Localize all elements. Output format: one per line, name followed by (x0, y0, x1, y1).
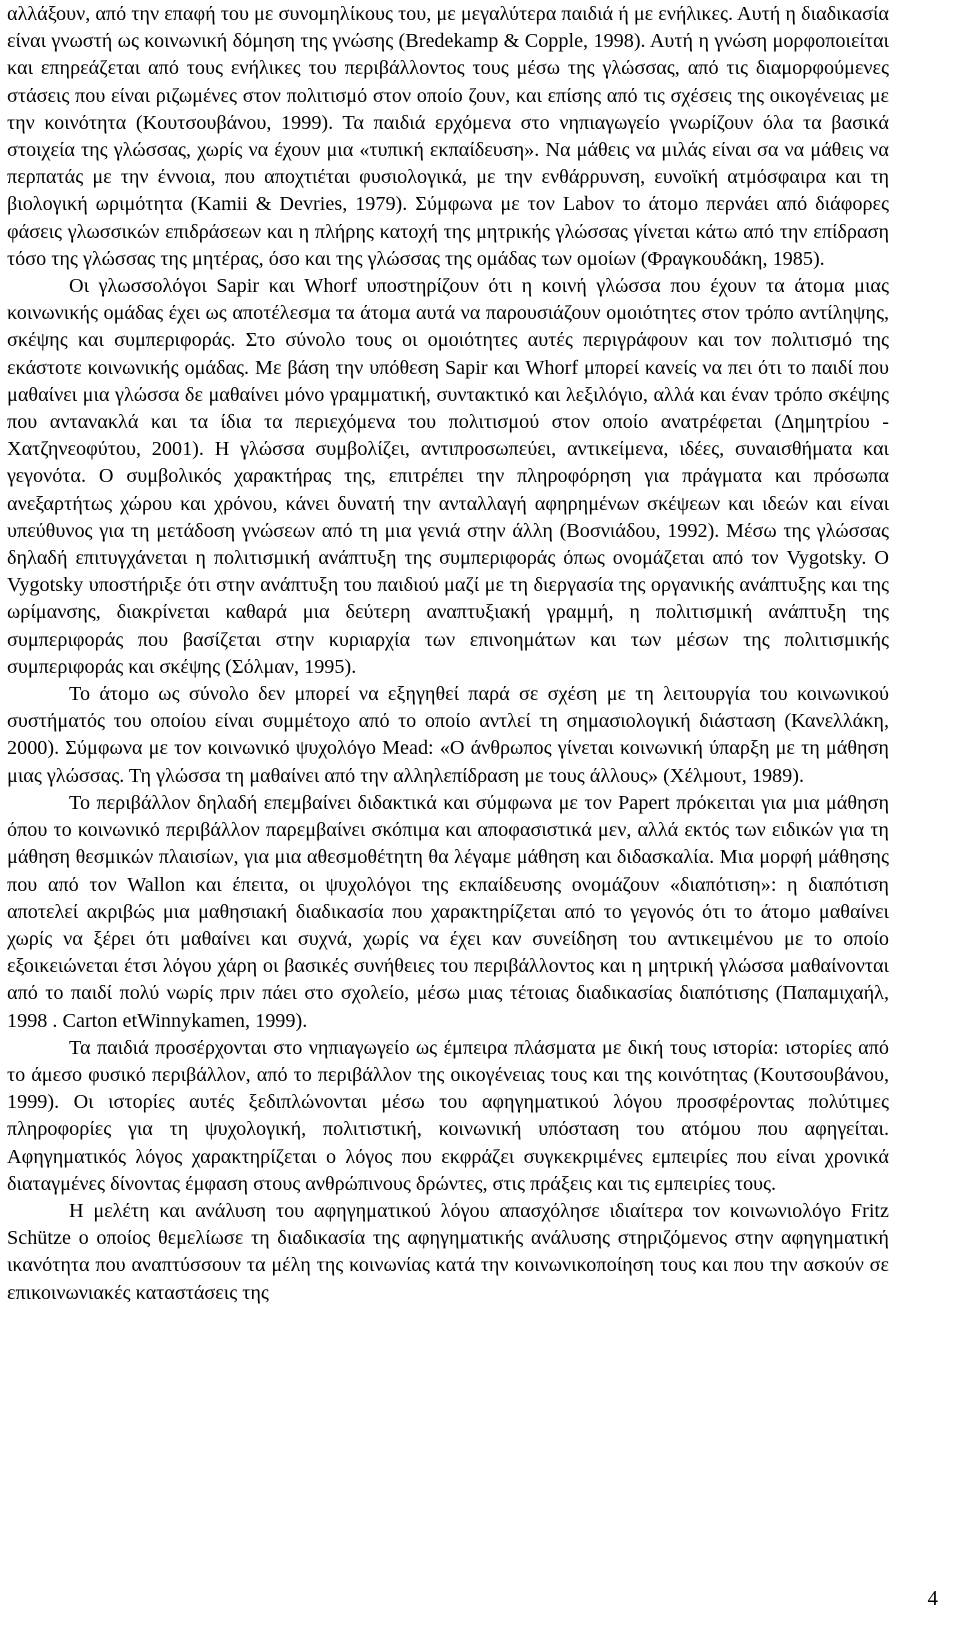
page-number: 4 (927, 1586, 938, 1610)
paragraph-environment: Το περιβάλλον δηλαδή επεμβαίνει διδακτικά και σύμφωνα με τον Papert πρόκειται για μια μάθηση όπου το κοινωνικό περιβάλλον παρεμβαίνει σκόπιμα και αποφασιστικά μεν, αλλά εκτός των ειδικών για τη μάθηση θεσμικών πλαισίων, για μια αθεσμοθέτητη θα λέγαμε μάθηση και διδασκαλία. Μια μορφή μάθησης που από τον Wallon και έπειτα, οι ψυχολόγοι της εκπαίδευσης ονομάζουν «διαπότιση»: η διαπότιση αποτελεί ακριβώς μια μαθησιακή διαδικασία που χαρακτηρίζεται από το γεγονός ότι το άτομο μαθαίνει χωρίς να ξέρει ότι μαθαίνει και συχνά, χωρίς να έχει καν συνείδηση του αντικειμένου με το οποίο εξοικειώνεται έτσι λόγου χάρη οι βασικές συνήθειες του περιβάλλοντος και η μητρική γλώσσα μαθαίνονται από το παιδί πολύ νωρίς πριν πάει στο σχολείο, μέσω μιας τέτοιας διαδικασίας διαπότισης (Παπαμιχαήλ, 1998 . Carton etWinnykamen, 1999). (7, 791, 889, 1032)
paragraph-continuation: αλλάξουν, από την επαφή του με συνομηλίκους του, με μεγαλύτερα παιδιά ή με ενήλικες. Αυτή η διαδικασία είναι γνωστή ως κοινωνική δόμηση της γνώσης (Bredekamp & Copple, 1998). Αυτή η γνώση μορφοποιείται και επηρεάζεται από τους ενήλικες του περιβάλλοντος τους μέσω της γλώσσας, από τις διαμορφούμενες στάσεις που είναι ριζωμένες στον πολιτισμό στον οποίο ζουν, και επίσης από τις σχέσεις της οικογένειας με την κοινότητα (Κουτσουβάνου, 1999). Τα παιδιά ερχόμενα στο νηπιαγωγείο γνωρίζουν όλα τα βασικά στοιχεία της γλώσσας, χωρίς να έχουν μια «τυπική εκπαίδευση». Να μάθεις να μιλάς είναι σα να μάθεις να περπατάς με την έννοια, που αποχτιέται φυσιολογικά, με την ενθάρρυνση, ευνοϊκή ατμόσφαιρα και τη βιολογική ωριμότητα (Kamii & Devries, 1979). Σύμφωνα με τον Labov το άτομο περνάει από διάφορες φάσεις γλωσσικών επιδράσεων και η πλήρης κατοχή της μητρικής γλώσσας γίνεται κάτω από την επίδραση τόσο της γλώσσας της μητέρας, όσο και της γλώσσας της ομάδας των ομοίων (Φραγκουδάκη, 1985). (7, 3, 889, 270)
paragraph-social-system: Το άτομο ως σύνολο δεν μπορεί να εξηγηθεί παρά σε σχέση με τη λειτουργία του κοινωνικού συστήματός του οποίου είναι συμμέτοχο από το οποίο αντλεί τη σημασιολογική διάσταση (Κανελλάκη, 2000). Σύμφωνα με τον κοινωνικό ψυχολόγο Mead: «Ο άνθρωπος γίνεται κοινωνική ύπαρξη με τη μάθηση μιας γλώσσας. Τη γλώσσα τη μαθαίνει από την αλληλεπίδραση με τους άλλους» (Χέλμουτ, 1989). (7, 683, 889, 787)
document-page (7, 1, 889, 1307)
paragraph-narrative-analysis: Η μελέτη και ανάλυση του αφηγηματικού λόγου απασχόλησε ιδιαίτερα τον κοινωνιολόγο Fritz Schütze ο οποίος θεμελίωσε τη διαδικασία της αφηγηματικής ανάλυσης στηριζόμενος στην αφηγηματική ικανότητα που αναπτύσσουν τα μέλη της κοινωνίας κατά την κοινωνικοποίηση τους και που την ασκούν σε επικοινωνιακές καταστάσεις της (7, 1199, 889, 1304)
paragraph-sapir-whorf: Οι γλωσσολόγοι Sapir και Whorf υποστηρίζουν ότι η κοινή γλώσσα που έχουν τα άτομα μιας κοινωνικής ομάδας έχει ως αποτέλεσμα τα άτομα αυτά να παρουσιάζουν ομοιότητες στον τρόπο αντίληψης, σκέψης και συμπεριφοράς. Στο σύνολο τους οι ομοιότητες αυτές περιγράφουν και τον πολιτισμό της εκάστοτε κοινωνικής ομάδας. Με βάση την υπόθεση Sapir και Whorf μπορεί κανείς να πει ότι το παιδί που μαθαίνει μια γλώσσα δε μαθαίνει μόνο γραμματική, συντακτικό και λεξιλόγιο, αλλά και έναν τρόπο σκέψης που αντανακλά και τα ίδια τα περιεχόμενα του πολιτισμού στον οποίο ανατρέφεται (Δημητρίου - Χατζηνεοφύτου, 2001). Η γλώσσα συμβολίζει, αντιπροσωπεύει, αντικείμενα, ιδέες, συναισθήματα και γεγονότα. Ο συμβολικός χαρακτήρας της, επιτρέπει την πληροφόρηση για πράγματα και πρόσωπα ανεξαρτήτως χώρου και χρόνου, κάνει δυνατή την ανταλλαγή αφηρημένων σκέψεων και ιδεών και είναι υπεύθυνος για τη μετάδοση γνώσεων από τη μια γενιά στην άλλη (Βοσνιάδου, 1992). Μέσω της γλώσσας δηλαδή επιτυγχάνεται η πολιτισμική ανάπτυξη της συμπεριφοράς όπως ονομάζεται από τον Vygotsky. Ο Vygotsky υποστήριξε ότι στην ανάπτυξη του παιδιού μαζί με τη διεργασία της οργανικής ανάπτυξης και της ωρίμανσης, διακρίνεται καθαρά μια δεύτερη αναπτυξιακή γραμμή, η πολιτισμική ανάπτυξη της συμπεριφοράς που βασίζεται στην κυριαρχία των επινοημάτων και των μέσων της πολιτισμικής συμπεριφοράς και σκέψης (Σόλμαν, 1995). (7, 275, 889, 678)
paragraph-kindergarten-stories: Τα παιδιά προσέρχονται στο νηπιαγωγείο ως έμπειρα πλάσματα με δική τους ιστορία: ιστορίες από το άμεσο φυσικό περιβάλλον, από το περιβάλλον της οικογένειας τους και της κοινότητας (Κουτσουβάνου, 1999). Οι ιστορίες αυτές ξεδιπλώνονται μέσω του αφηγηματικού λόγου προσφέροντας πολύτιμες πληροφορίες για τη ψυχολογική, πολιτιστική, κοινωνική υπόσταση του ατόμου που αφηγείται. Αφηγηματικός λόγος χαρακτηρίζεται ο λόγος που εκφράζει συγκεκριμένες εμπειρίες που είναι χρονικά διαταγμένες δίνοντας έμφαση στους ανθρώπινους δρώντες, στις πράξεις και τις εμπειρίες τους. (7, 1036, 889, 1195)
